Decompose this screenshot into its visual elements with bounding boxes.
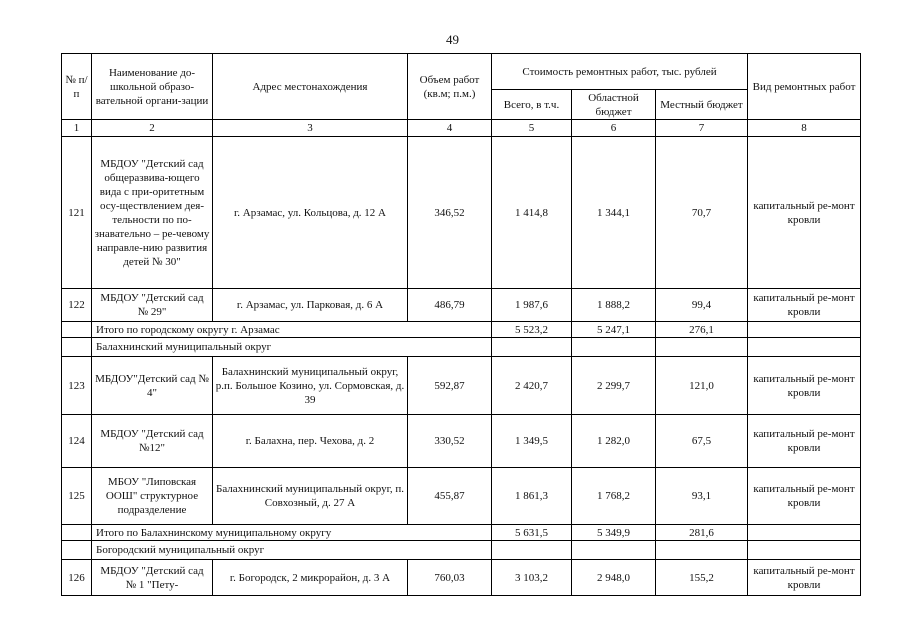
row-address: г. Арзамас, ул. Кольцова, д. 12 А	[213, 137, 408, 289]
header-no: № п/п	[62, 54, 92, 120]
column-number: 3	[213, 120, 408, 137]
row-no: 124	[62, 415, 92, 468]
row-volume: 486,79	[408, 289, 492, 322]
row-local: 155,2	[656, 560, 748, 596]
column-number: 1	[62, 120, 92, 137]
header-total: Всего, в т.ч.	[492, 90, 572, 120]
header-name: Наименование до-школьной образо-вательной органи-зации	[92, 54, 213, 120]
row-volume: 346,52	[408, 137, 492, 289]
row-local: 99,4	[656, 289, 748, 322]
subtotal-total: 5 523,2	[492, 322, 572, 338]
subtotal-regional: 5 349,9	[572, 525, 656, 541]
row-name: МБОУ "Липовская ООШ" структурное подразделение	[92, 468, 213, 525]
column-number-row	[62, 120, 861, 137]
row-address: г. Богородск, 2 микрорайон, д. 3 А	[213, 560, 408, 596]
section-row	[62, 338, 861, 357]
row-address: г. Арзамас, ул. Парковая, д. 6 А	[213, 289, 408, 322]
table-row	[62, 560, 861, 596]
subtotal-label: Итого по Балахнинскому муниципальному округу	[92, 525, 492, 541]
row-type: капитальный ре-монт кровли	[748, 560, 861, 596]
header-local: Местный бюджет	[656, 90, 748, 120]
column-number: 5	[492, 120, 572, 137]
row-regional: 1 888,2	[572, 289, 656, 322]
row-type: капитальный ре-монт кровли	[748, 415, 861, 468]
row-regional: 2 299,7	[572, 357, 656, 415]
table-row	[62, 415, 861, 468]
row-total: 1 414,8	[492, 137, 572, 289]
table-row	[62, 357, 861, 415]
row-name: МБДОУ "Детский сад № 1 "Пету-	[92, 560, 213, 596]
subtotal-local: 281,6	[656, 525, 748, 541]
section-title: Балахнинский муниципальный округ	[92, 338, 492, 357]
row-type: капитальный ре-монт кровли	[748, 289, 861, 322]
row-volume: 455,87	[408, 468, 492, 525]
row-type: капитальный ре-монт кровли	[748, 357, 861, 415]
row-no: 126	[62, 560, 92, 596]
row-volume: 760,03	[408, 560, 492, 596]
row-address: Балахнинский муниципальный округ, р.п. Большое Козино, ул. Сормовская, д. 39	[213, 357, 408, 415]
column-number: 4	[408, 120, 492, 137]
subtotal-label: Итого по городскому округу г. Арзамас	[92, 322, 492, 338]
subtotal-regional: 5 247,1	[572, 322, 656, 338]
section-row	[62, 541, 861, 560]
row-no: 125	[62, 468, 92, 525]
row-local: 70,7	[656, 137, 748, 289]
row-address: Балахнинский муниципальный округ, п. Совхозный, д. 27 А	[213, 468, 408, 525]
subtotal-row	[62, 322, 861, 338]
row-no: 123	[62, 357, 92, 415]
row-local: 93,1	[656, 468, 748, 525]
section-title: Богородский муниципальный округ	[92, 541, 492, 560]
row-name: МБДОУ "Детский сад № 29"	[92, 289, 213, 322]
row-total: 1 987,6	[492, 289, 572, 322]
subtotal-local: 276,1	[656, 322, 748, 338]
row-name: МБДОУ "Детский сад общеразвива-ющего вида с при-оритетным осу-ществлением дея-тельности по по-знавательно – ре-чевому направле-нию развития детей № 30"	[92, 137, 213, 289]
row-local: 121,0	[656, 357, 748, 415]
row-total: 1 861,3	[492, 468, 572, 525]
header-regional: Областной бюджет	[572, 90, 656, 120]
row-type: капитальный ре-монт кровли	[748, 137, 861, 289]
column-number: 6	[572, 120, 656, 137]
row-type: капитальный ре-монт кровли	[748, 468, 861, 525]
header-address: Адрес местонахождения	[213, 54, 408, 120]
row-name: МБДОУ "Детский сад №12"	[92, 415, 213, 468]
page-number: 49	[446, 32, 459, 47]
subtotal-row	[62, 525, 861, 541]
row-regional: 2 948,0	[572, 560, 656, 596]
row-regional: 1 768,2	[572, 468, 656, 525]
row-local: 67,5	[656, 415, 748, 468]
row-volume: 330,52	[408, 415, 492, 468]
subtotal-total: 5 631,5	[492, 525, 572, 541]
table-row	[62, 289, 861, 322]
row-regional: 1 282,0	[572, 415, 656, 468]
table-row	[62, 137, 861, 289]
repair-works-table	[61, 53, 861, 596]
column-number: 7	[656, 120, 748, 137]
column-number: 8	[748, 120, 861, 137]
row-no: 122	[62, 289, 92, 322]
header-type: Вид ремонтных работ	[748, 54, 861, 120]
row-volume: 592,87	[408, 357, 492, 415]
row-total: 1 349,5	[492, 415, 572, 468]
row-address: г. Балахна, пер. Чехова, д. 2	[213, 415, 408, 468]
row-total: 2 420,7	[492, 357, 572, 415]
row-regional: 1 344,1	[572, 137, 656, 289]
header-cost-group: Стоимость ремонтных работ, тыс. рублей	[492, 54, 748, 90]
row-name: МБДОУ"Детский сад № 4"	[92, 357, 213, 415]
row-total: 3 103,2	[492, 560, 572, 596]
column-number: 2	[92, 120, 213, 137]
row-no: 121	[62, 137, 92, 289]
header-volume: Объем работ (кв.м; п.м.)	[408, 54, 492, 120]
table-row	[62, 468, 861, 525]
